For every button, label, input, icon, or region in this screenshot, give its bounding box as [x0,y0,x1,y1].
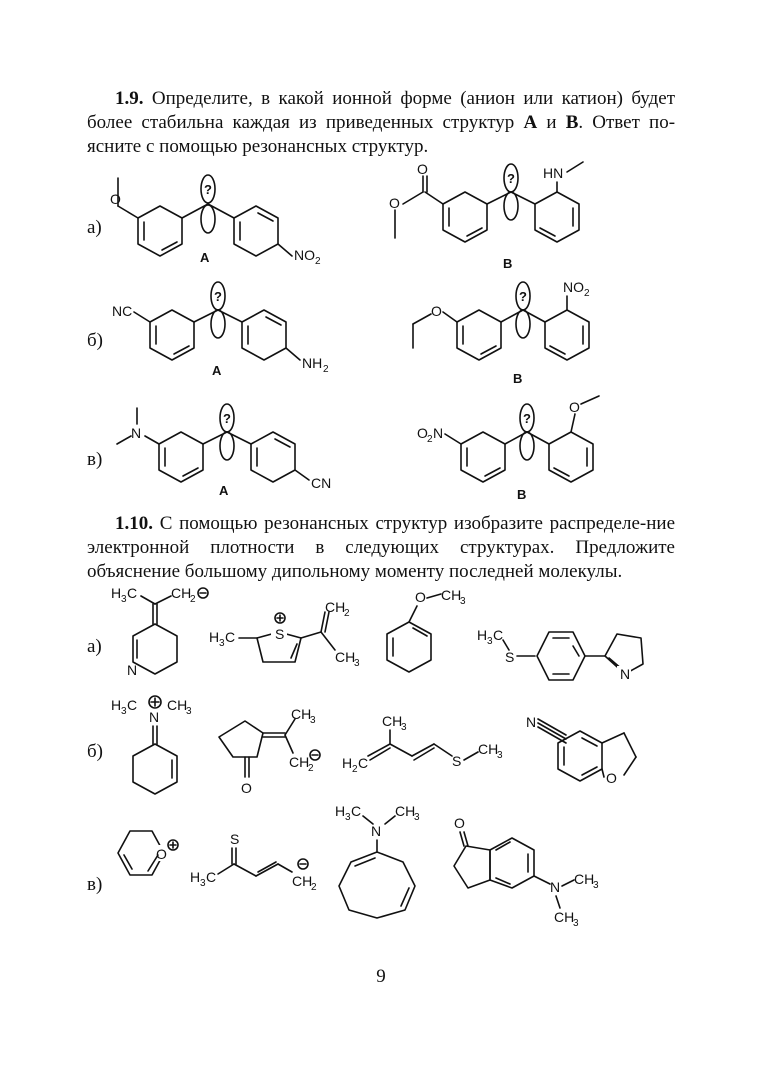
svg-text:CH: CH [478,741,499,757]
structure-1-9-b-A [110,280,340,380]
svg-text:H: H [342,755,353,771]
svg-text:C: C [127,585,138,601]
structure-1-9-b-B [405,280,625,390]
structure-1-10-v-1 [110,825,190,885]
svg-text:NH: NH [302,355,323,371]
svg-text:H: H [111,585,122,601]
svg-text:?: ? [204,182,212,197]
svg-text:2: 2 [352,764,358,775]
svg-text:C: C [358,755,369,771]
svg-text:O: O [110,191,121,207]
svg-text:N: N [371,823,382,839]
svg-text:H: H [477,627,488,643]
svg-text:?: ? [523,411,531,426]
svg-text:S: S [452,753,462,769]
svg-text:H: H [209,629,220,645]
svg-text:S: S [505,649,515,665]
svg-text:O: O [415,589,426,605]
structure-1-9-v-A [105,400,345,500]
svg-text:?: ? [507,171,515,186]
svg-text:A: A [212,363,222,378]
svg-text:3: 3 [401,722,407,733]
svg-text:O: O [606,770,617,786]
svg-text:3: 3 [186,706,192,717]
svg-text:O: O [156,846,167,862]
svg-text:?: ? [214,289,222,304]
row-label-v: в) [87,449,103,470]
svg-text:N: N [526,714,537,730]
problem-number: 1.9. [115,88,144,109]
svg-text:O: O [417,425,428,441]
svg-text:3: 3 [487,636,493,647]
structure-1-10-a-3 [385,588,475,688]
svg-text:2: 2 [190,594,196,605]
problem-number: 1.10. [115,513,153,534]
svg-text:2: 2 [323,364,329,375]
structure-1-10-v-4 [450,810,630,930]
svg-text:CH: CH [554,909,575,925]
svg-text:CH: CH [167,697,188,713]
structure-1-10-b-2 [205,705,325,805]
svg-text:H: H [335,803,346,819]
svg-text:N: N [149,709,160,725]
svg-text:3: 3 [573,918,579,929]
svg-text:B: B [503,256,513,271]
svg-text:CH: CH [574,871,595,887]
svg-text:N: N [433,425,444,441]
svg-text:C: C [225,629,236,645]
structure-1-10-v-3 [333,800,443,920]
svg-text:O: O [417,161,428,177]
problem-1-10-text: 1.10. С помощью резонансных структур изобразите распределе-ние электронной плотности в следующих структурах. Предложите объяснение большому дипольному моменту последней молекулы. [87,513,676,582]
svg-text:O: O [389,195,400,211]
svg-text:CH: CH [325,599,346,615]
svg-text:CH: CH [441,587,462,603]
svg-text:3: 3 [345,812,351,823]
row-label-b: б) [87,330,103,351]
svg-text:3: 3 [310,715,316,726]
svg-text:CH: CH [382,713,403,729]
svg-text:HN: HN [543,165,564,181]
svg-text:CH: CH [171,585,192,601]
svg-text:2: 2 [584,288,590,299]
svg-text:C: C [206,869,217,885]
structure-1-10-v-2 [188,828,338,898]
svg-text:2: 2 [308,763,314,774]
structure-1-9-a-B [385,160,625,270]
svg-text:3: 3 [414,812,420,823]
svg-text:C: C [127,697,138,713]
svg-text:C: C [493,627,504,643]
svg-text:O: O [241,780,252,796]
svg-text:O: O [454,815,465,831]
svg-text:CH: CH [395,803,416,819]
structure-1-9-v-B [415,392,625,502]
svg-text:A: A [200,250,210,265]
page-number: 9 [376,966,386,987]
svg-text:CH: CH [292,873,313,889]
svg-text:CN: CN [311,475,332,491]
structure-1-10-a-2 [205,598,375,688]
svg-text:O: O [569,399,580,415]
svg-text:3: 3 [497,750,503,761]
svg-text:3: 3 [354,658,360,669]
problem-1-9-text: 1.9. Определите, в какой ионной форме (анион или катион) будет более стабильна каждая из приведенных структур A и B. Ответ по-ясните с помощью резонансных структур. [87,88,676,157]
structure-1-10-b-3 [340,712,510,775]
svg-text:2: 2 [344,608,350,619]
svg-text:C: C [351,803,362,819]
svg-text:S: S [275,626,285,642]
row-label-a: а) [87,217,102,238]
svg-text:?: ? [223,411,231,426]
svg-text:CH: CH [289,754,310,770]
svg-text:N: N [127,662,138,678]
svg-text:NO: NO [294,247,315,263]
structure-1-10-a-4 [475,610,675,690]
svg-text:3: 3 [460,596,466,607]
svg-text:CH: CH [291,706,312,722]
svg-text:H: H [111,697,122,713]
svg-text:2: 2 [427,434,433,445]
structure-1-10-b-4 [520,705,680,795]
svg-text:S: S [230,831,240,847]
svg-text:N: N [550,879,561,895]
svg-text:B: B [513,371,523,386]
svg-text:?: ? [519,289,527,304]
row-label-v: в) [87,874,103,895]
row-label-a: а) [87,636,102,657]
svg-text:N: N [131,425,142,441]
svg-text:NO: NO [563,279,584,295]
svg-text:2: 2 [311,882,317,893]
svg-text:H: H [190,869,201,885]
structure-1-10-b-1 [105,690,215,800]
svg-text:N: N [620,666,631,682]
svg-text:3: 3 [121,706,127,717]
svg-text:2: 2 [315,256,321,267]
svg-text:NC: NC [112,303,133,319]
svg-text:B: B [517,487,527,502]
svg-text:3: 3 [121,594,127,605]
svg-text:CH: CH [335,649,356,665]
svg-text:O: O [431,303,442,319]
svg-text:3: 3 [593,880,599,891]
row-label-b: б) [87,741,103,762]
svg-text:A: A [219,483,229,498]
svg-text:3: 3 [219,638,225,649]
structure-1-9-a-A [100,160,340,270]
svg-text:3: 3 [200,878,206,889]
